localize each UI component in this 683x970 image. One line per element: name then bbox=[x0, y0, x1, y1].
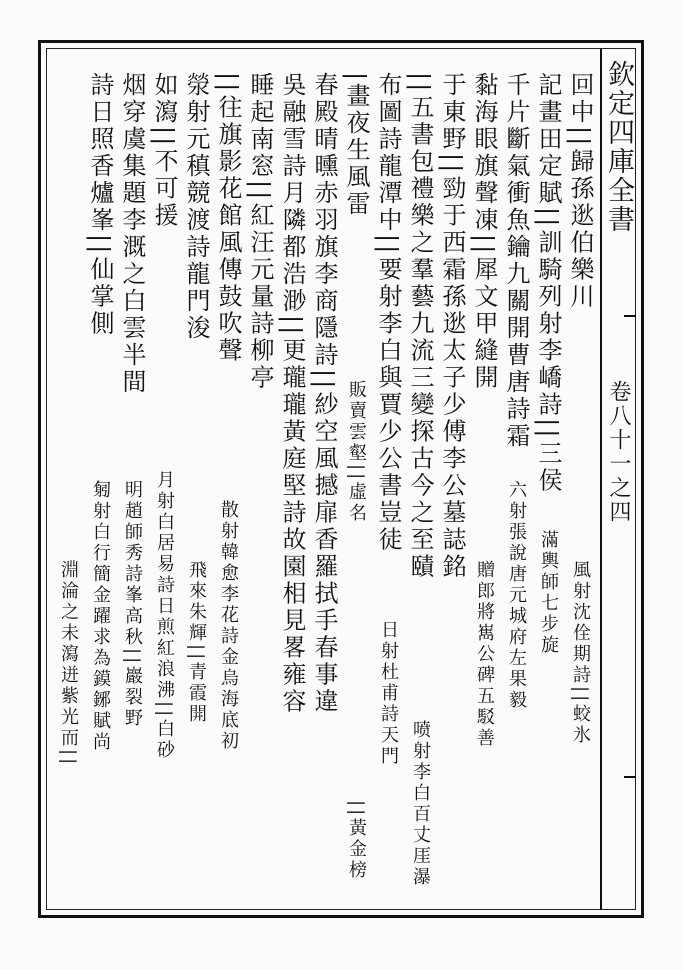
text-column: 滎射元稹競渡詩龍門浚 bbox=[182, 72, 210, 342]
text-column: 吳融雪詩月隣都浩渺||更瓏瓏黃庭堅詩故園相見畧雍容 bbox=[278, 72, 306, 716]
annotation: 六射張說唐元城府左果毅 bbox=[506, 480, 527, 711]
annotation: 明趙師秀詩峯高秋||巖裂野 bbox=[122, 480, 143, 730]
fishtail-mark bbox=[624, 315, 636, 317]
section-label: 卷八十一之四 bbox=[606, 380, 631, 524]
text-column: 于東野||勁于西霜孫逖太子少傅李公墓誌銘 bbox=[438, 72, 466, 581]
text-column: 布圖詩龍潭中||要射李白與賈少公書豈徒 bbox=[374, 72, 402, 554]
text-column: 烟穿虞集題李溉之白雲半間 bbox=[118, 72, 146, 396]
annotation: 淵淪之未瀉迸紫光而|| bbox=[58, 560, 79, 768]
text-column: 記畫田定賦||訓騎列射李嶠詩||三侯 bbox=[534, 72, 562, 495]
annotation: 散射韓愈李花詩金烏海底初 bbox=[218, 500, 239, 752]
annotation: 喷射李白百丈厓瀑 bbox=[410, 720, 431, 888]
annotation: 日射杜甫詩天門 bbox=[378, 620, 399, 767]
text-column: 詩日照香爐峯||仙掌側 bbox=[86, 72, 114, 338]
text-column: 千片斷氣衝魚鑰九關開曹唐詩霜 bbox=[502, 72, 530, 450]
text-column: 黏海眼旗聲凍||犀文甲縫開 bbox=[470, 72, 498, 392]
text-column: |畫夜生風雷 bbox=[342, 72, 370, 219]
annotation: 贈郎將嶲公碑五駁善 bbox=[474, 560, 495, 749]
text-column: 睡起南窓||紅汪元量詩柳亭 bbox=[246, 72, 274, 392]
text-column: 回中||歸孫逖伯樂川 bbox=[566, 72, 594, 311]
annotation: 販賣雲壑||虛名 bbox=[346, 380, 367, 525]
annotation: 滿輿師七步旋 bbox=[538, 530, 559, 656]
text-column: 春殿晴曛赤羽旗李商隱詩||紗空風撼扉香羅拭手春事違 bbox=[310, 72, 338, 716]
annotation: 匑射白行簡金躍求為鏌鋣賦尚 bbox=[90, 480, 111, 753]
text-column: ||五書包禮樂之羣藝九流三變探古今之至賾 bbox=[406, 72, 434, 581]
text-column: 如瀉||不可援 bbox=[150, 72, 178, 230]
fishtail-mark bbox=[624, 776, 636, 778]
annotation: 風射沈佺期詩||蛟氷 bbox=[570, 560, 591, 747]
text-column: ||往旗影花館風傳鼓吹聲 bbox=[214, 72, 242, 365]
annotation: 月射白居易詩日煎紅浪沸||白砂 bbox=[154, 470, 175, 762]
annotation: 飛來朱輝||青霞開 bbox=[186, 560, 207, 726]
annotation: ||黃金榜 bbox=[346, 800, 367, 882]
book-title: 欽定四庫全書 bbox=[603, 60, 634, 234]
